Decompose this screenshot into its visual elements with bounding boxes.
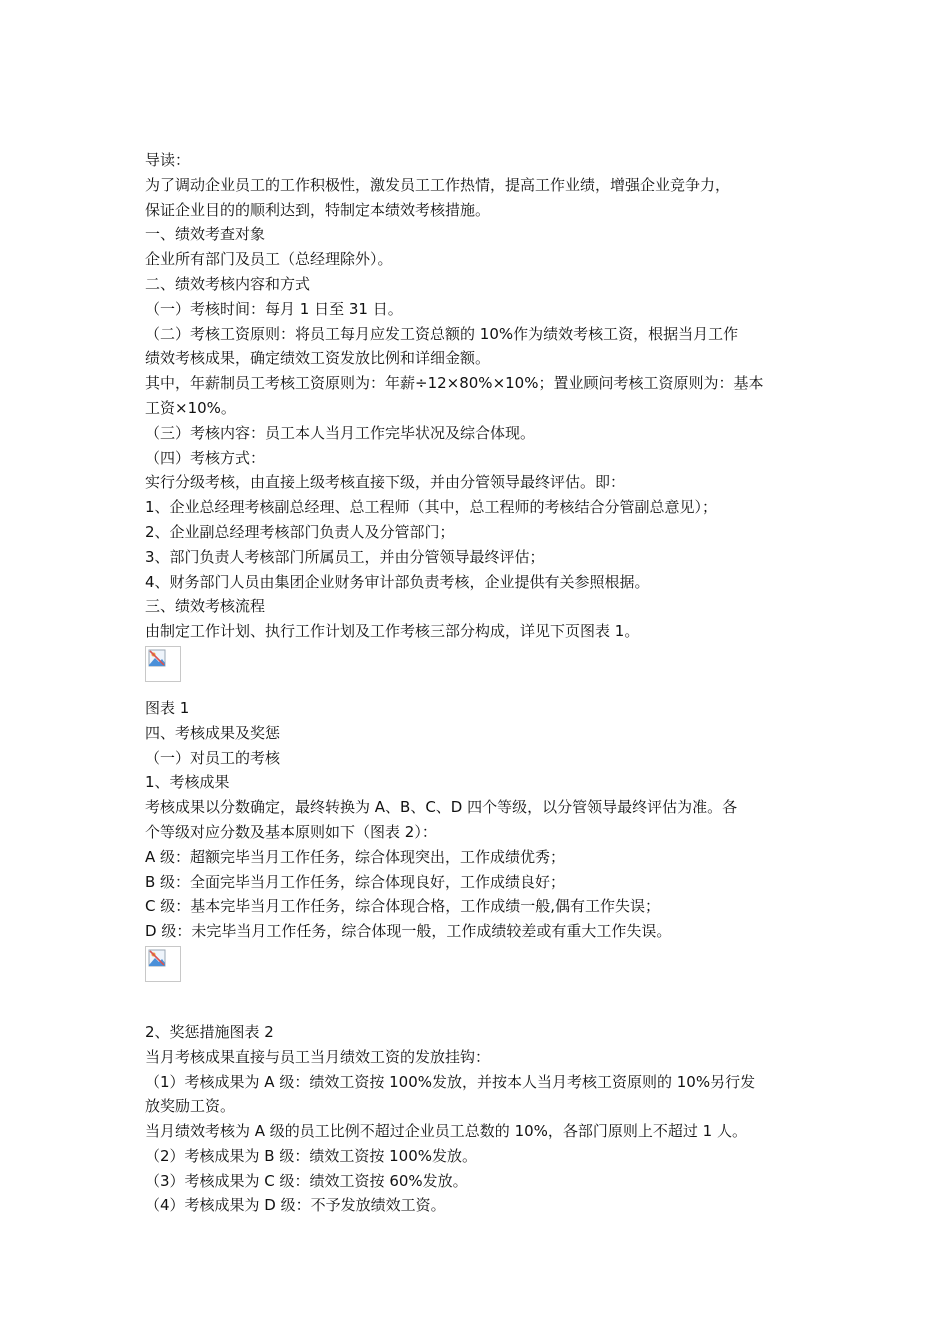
section-heading: 四、考核成果及奖惩: [145, 723, 281, 742]
text-line: 考核成果以分数确定，最终转换为 A、B、C、D 四个等级，以分管领导最终评估为准。各: [145, 798, 738, 817]
list-item: （3）考核成果为 C 级：绩效工资按 60%发放。: [145, 1171, 468, 1190]
text-line: 个等级对应分数及基本原则如下（图表 2）：: [145, 822, 437, 841]
subsection-heading: 2、奖惩措施图表 2: [145, 1022, 274, 1041]
text-line: 实行分级考核，由直接上级考核直接下级，并由分管领导最终评估。即：: [145, 473, 626, 492]
list-item: 3、部门负责人考核部门所属员工，并由分管领导最终评估；: [145, 547, 545, 566]
list-item: （2）考核成果为 B 级：绩效工资按 100%发放。: [145, 1146, 478, 1165]
section-heading: 一、绩效考查对象: [145, 225, 266, 244]
heading-intro: 导读：: [145, 151, 191, 169]
text-line: （四）考核方式：: [145, 448, 266, 467]
text-line: 其中，年薪制员工考核工资原则为：年薪÷12×80%×10%；置业顾问考核工资原则为：基本: [145, 374, 764, 393]
section-heading: 三、绩效考核流程: [145, 597, 266, 616]
list-item: 2、企业副总经理考核部门负责人及分管部门；: [145, 522, 455, 541]
subsection-heading: （一）对员工的考核: [145, 748, 281, 767]
list-item: A 级：超额完毕当月工作任务，综合体现突出，工作成绩优秀；: [145, 847, 566, 866]
text-line: （一）考核时间：每月 1 日至 31 日。: [145, 299, 403, 318]
list-item: D 级：未完毕当月工作任务，综合体现一般，工作成绩较差或有重大工作失误。: [145, 922, 672, 941]
text-line: 当月绩效考核为 A 级的员工比例不超过企业员工总数的 10%，各部门原则上不超过 1 人。: [145, 1122, 747, 1141]
text-line: 放奖励工资。: [145, 1097, 236, 1116]
text-line: 绩效考核成果，确定绩效工资发放比例和详细金额。: [145, 349, 491, 368]
image-placeholder-chart-2: [145, 946, 181, 982]
document-page: [145, 148, 810, 1218]
text-line: （三）考核内容：员工本人当月工作完毕状况及综合体现。: [145, 423, 536, 442]
broken-image-icon: [148, 649, 166, 667]
list-item: （4）考核成果为 D 级：不予发放绩效工资。: [145, 1196, 446, 1215]
list-item: C 级：基本完毕当月工作任务，综合体现合格，工作成绩一般,偶有工作失误；: [145, 897, 661, 916]
text-line: 为了调动企业员工的工作积极性，激发员工工作热情，提高工作业绩，增强企业竞争力，: [145, 175, 731, 194]
list-item: 1、企业总经理考核副总经理、总工程师（其中，总工程师的考核结合分管副总意见）；: [145, 498, 718, 517]
figure-caption: 图表 1: [145, 698, 190, 717]
text-line: 企业所有部门及员工（总经理除外）。: [145, 250, 393, 269]
section-heading: 二、绩效考核内容和方式: [145, 274, 311, 293]
text-line: 保证企业目的的顺利达到，特制定本绩效考核措施。: [145, 200, 491, 219]
subsection-heading: 1、考核成果: [145, 773, 230, 792]
list-item: B 级：全面完毕当月工作任务，综合体现良好，工作成绩良好；: [145, 872, 566, 891]
text-line: 当月考核成果直接与员工当月绩效工资的发放挂钩：: [145, 1047, 491, 1066]
list-item: （1）考核成果为 A 级：绩效工资按 100%发放，并按本人当月考核工资原则的 10%另行发: [145, 1072, 756, 1091]
list-item: 4、财务部门人员由集团企业财务审计部负责考核，企业提供有关参照根据。: [145, 572, 650, 591]
text-line: 工资×10%。: [145, 398, 236, 417]
image-placeholder-chart-1: [145, 646, 181, 682]
text-line: （二）考核工资原则：将员工每月应发工资总额的 10%作为绩效考核工资，根据当月工作: [145, 324, 739, 343]
text-line: 由制定工作计划、执行工作计划及工作考核三部分构成，详见下页图表 1。: [145, 622, 640, 641]
broken-image-icon: [148, 949, 166, 967]
